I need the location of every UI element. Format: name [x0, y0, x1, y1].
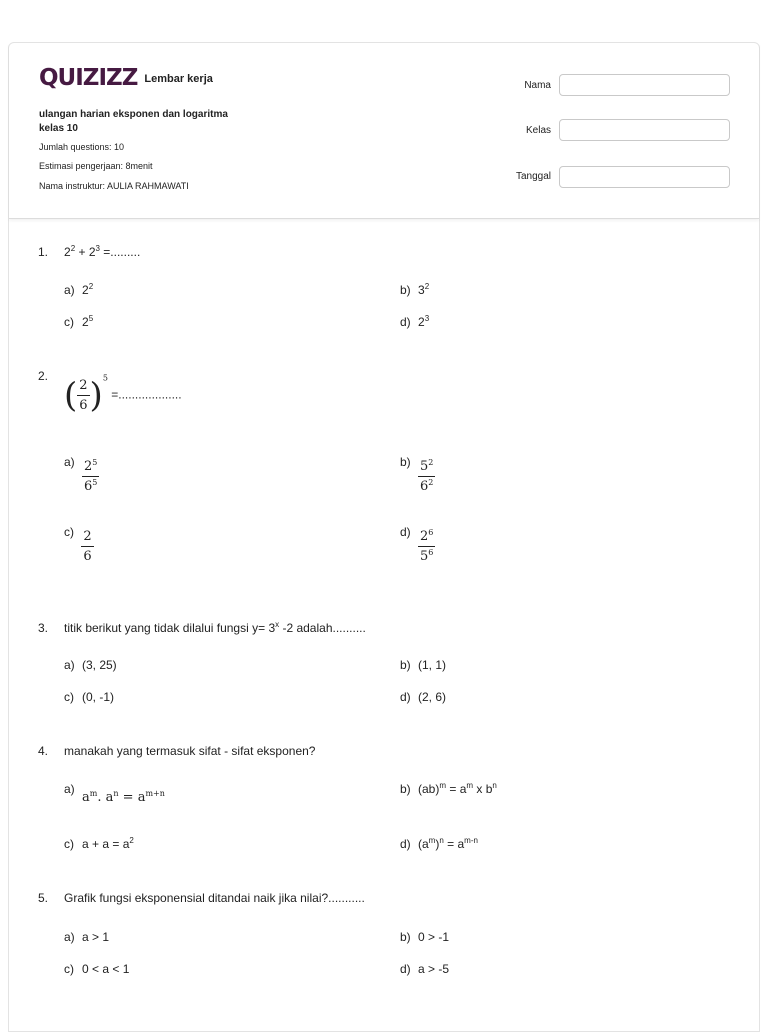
option-a[interactable]: a) $a^m$. $a^n = a^{m+n}$ — [64, 782, 165, 805]
option-b[interactable]: b) $(ab)^m = a^m$ x $b^n$ — [400, 781, 497, 796]
question-number: 3. — [38, 621, 49, 635]
question-number: 5. — [38, 891, 49, 905]
option-c[interactable]: c) $2^5$ — [64, 314, 94, 329]
question-number: 2. — [38, 369, 49, 383]
option-a[interactable]: a) $2^2$ — [64, 282, 94, 297]
class-field[interactable] — [559, 119, 730, 141]
date-field[interactable] — [559, 166, 730, 188]
question-number: 4. — [38, 744, 49, 758]
option-b[interactable]: b) $\frac{5^2}{6^2}$ — [400, 455, 434, 494]
name-field[interactable] — [559, 74, 730, 96]
option-d[interactable]: d) $2^3$ — [400, 314, 430, 329]
question-text: titik berikut yang tidak dilalui fungsi $y= 3^x$ -2 adalah.......... — [64, 620, 366, 635]
question-text: Grafik fungsi eksponensial ditandai naik jika nilai?........... — [64, 891, 365, 905]
option-a[interactable]: a) (3, 25) — [64, 658, 117, 672]
option-c[interactable]: c) (0, -1) — [64, 690, 115, 704]
option-b[interactable]: b) (1, 1) — [400, 658, 447, 672]
title-line-2: kelas 10 — [39, 123, 78, 134]
question-number: 1. — [38, 245, 49, 259]
class-label: Kelas — [525, 125, 551, 136]
question-text: $2^2 + 2^3$ =......... — [64, 244, 141, 259]
question-text: ( $\frac{2}{6}$ )$^5$ =................... — [64, 373, 182, 416]
worksheet — [8, 42, 760, 1032]
option-a[interactable]: a) a > 1 — [64, 930, 110, 944]
option-d[interactable]: d) $\frac{2^6}{5^6}$ — [400, 525, 434, 564]
title-line-1: ulangan harian eksponen dan logaritma — [39, 109, 228, 120]
option-d[interactable]: d) a > -5 — [400, 962, 450, 976]
option-c[interactable]: c) $\frac{2}{6}$ — [64, 525, 92, 564]
date-label: Tanggal — [515, 171, 551, 182]
name-label: Nama — [524, 80, 551, 91]
question-text: manakah yang termasuk sifat - sifat eksponen? — [64, 744, 316, 758]
logo-row — [39, 65, 213, 91]
quizizz-logo: QUIZIZZ — [39, 65, 138, 91]
option-d[interactable]: d) $(a^m)^n = a^{m-n}$ — [400, 836, 478, 851]
option-b[interactable]: b) 0 > -1 — [400, 930, 450, 944]
worksheet-subtitle: Lembar kerja — [144, 73, 213, 85]
worksheet-title — [39, 108, 228, 136]
option-c[interactable]: c) 0 < a < 1 — [64, 962, 130, 976]
option-b[interactable]: b) $3^2$ — [400, 282, 430, 297]
option-a[interactable]: a) $\frac{2^5}{6^5}$ — [64, 455, 98, 494]
instructor-name: Nama instruktur: AULIA RAHMAWATI — [39, 181, 189, 191]
time-estimate: Estimasi pengerjaan: 8menit — [39, 161, 153, 171]
questions-count: Jumlah questions: 10 — [39, 142, 125, 152]
option-c[interactable]: c) $a + a = a^2$ — [64, 836, 134, 851]
option-d[interactable]: d) (2, 6) — [400, 690, 447, 704]
worksheet-header — [9, 43, 759, 219]
